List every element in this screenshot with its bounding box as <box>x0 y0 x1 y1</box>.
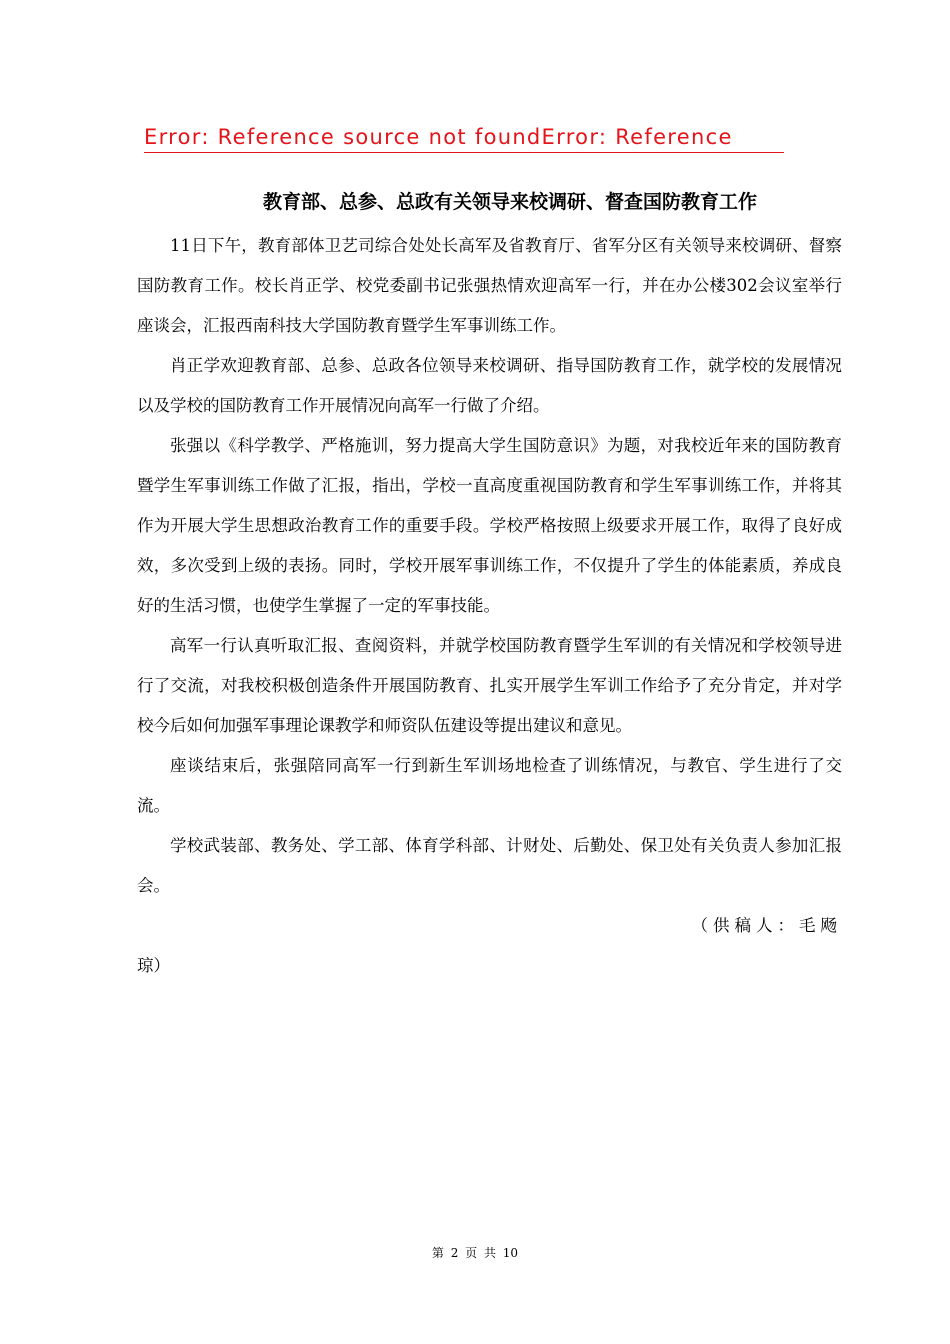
paragraph: 肖正学欢迎教育部、总参、总政各位领导来校调研、指导国防教育工作，就学校的发展情况以及学校的国防教育工作开展情况向高军一行做了介绍。 <box>137 356 842 415</box>
article-title: 教育部、总参、总政有关领导来校调研、督查国防教育工作 <box>262 191 757 213</box>
page-number-footer: 第 2 页 共 10 <box>431 1246 519 1260</box>
contributor-line: （供稿人：毛飏 <box>691 916 842 935</box>
paragraph: 学校武装部、教务处、学工部、体育学科部、计财处、后勤处、保卫处有关负责人参加汇报会。 <box>137 836 842 895</box>
paragraph: 11日下午，教育部体卫艺司综合处处长高军及省教育厅、省军分区有关领导来校调研、督察国防教育工作。校长肖正学、校党委副书记张强热情欢迎高军一行，并在办公楼302会议室举行座谈会，汇报西南科技大学国防教育暨学生军事训练工作。 <box>137 236 842 335</box>
reference-error-text: Error: Reference source not foundError: Reference <box>144 122 784 153</box>
contributor-note <box>137 906 842 986</box>
paragraph: 张强以《科学教学、严格施训，努力提高大学生国防意识》为题，对我校近年来的国防教育暨学生军事训练工作做了汇报，指出，学校一直高度重视国防教育和学生军事训练工作，并将其作为开展大学生思想政治教育工作的重要手段。学校严格按照上级要求开展工作，取得了良好成效，多次受到上级的表扬。同时，学校开展军事训练工作，不仅提升了学生的体能素质，养成良好的生活习惯，也使学生掌握了一定的军事技能。 <box>137 436 842 615</box>
paragraph: 高军一行认真听取汇报、查阅资料，并就学校国防教育暨学生军训的有关情况和学校领导进行了交流，对我校积极创造条件开展国防教育、扎实开展学生军训工作给予了充分肯定，并对学校今后如何加强军事理论课教学和师资队伍建设等提出建议和意见。 <box>137 636 842 735</box>
paragraph: 座谈结束后，张强陪同高军一行到新生军训场地检查了训练情况，与教官、学生进行了交流。 <box>137 756 842 815</box>
contributor-line-continued: 琼） <box>137 956 170 975</box>
article-body <box>137 226 842 986</box>
